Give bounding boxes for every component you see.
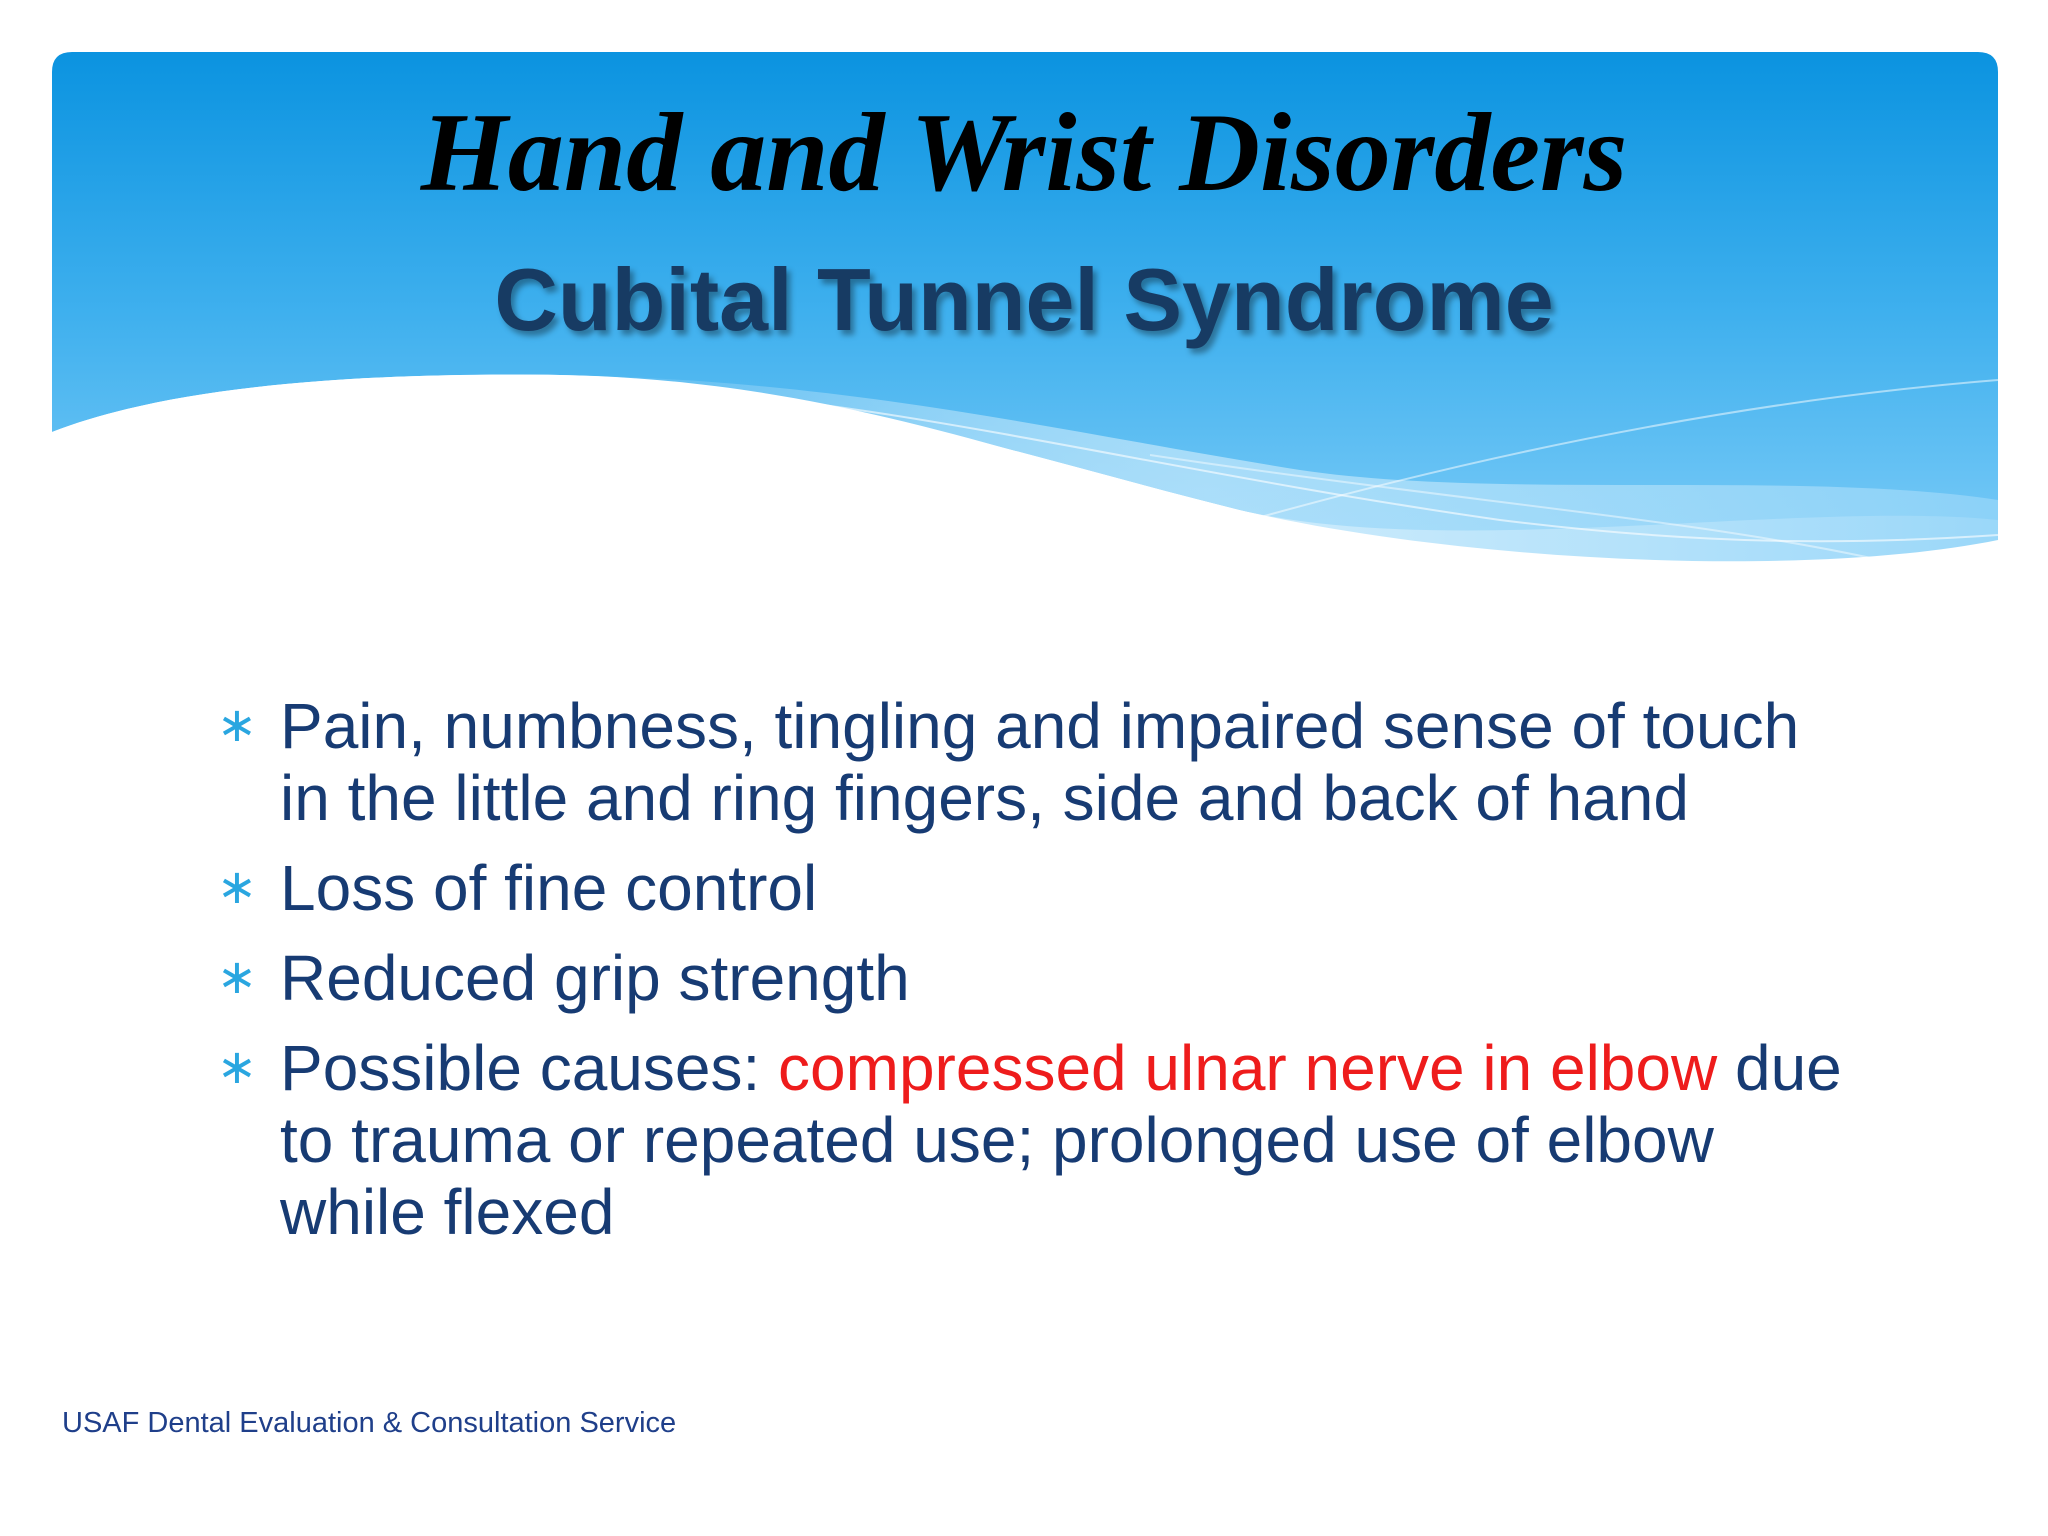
bullet-list — [212, 690, 1852, 1266]
asterisk-bullet-icon: ∗ — [216, 861, 258, 914]
slide-title: Hand and Wrist Disorders — [420, 91, 1628, 215]
bullet-item-grip — [212, 942, 1852, 1014]
asterisk-bullet-icon: ∗ — [216, 1041, 258, 1094]
asterisk-bullet-icon: ∗ — [216, 699, 258, 752]
bullet-text-highlight: compressed ulnar nerve in elbow — [778, 1032, 1718, 1104]
bullet-item-causes — [212, 1032, 1852, 1248]
bullet-text: Pain, numbness, tingling and impaired sense of touch in the little and ring fingers, side and back of hand — [280, 690, 1800, 834]
asterisk-bullet-icon: ∗ — [216, 951, 258, 1004]
bullet-text: Loss of fine control — [280, 852, 818, 924]
bullet-item-symptoms — [212, 690, 1852, 834]
bullet-text-suffix: due to trauma or repeated use; prolonged use of elbow while flexed — [280, 1032, 1842, 1248]
slide-subtitle: Cubital Tunnel Syndrome — [494, 250, 1554, 349]
bullet-text: Reduced grip strength — [280, 942, 910, 1014]
footer-text: USAF Dental Evaluation & Consultation Service — [62, 1407, 677, 1439]
bullet-text-prefix: Possible causes: — [280, 1032, 779, 1104]
bullet-item-fine-control — [212, 852, 1852, 924]
